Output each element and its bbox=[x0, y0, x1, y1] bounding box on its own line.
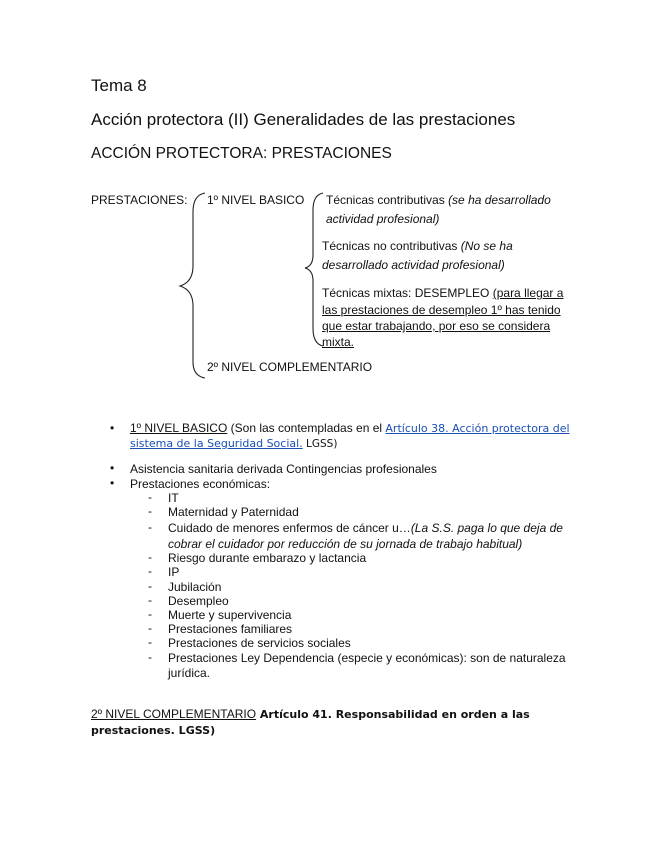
tec-no-contrib-note-1: (No se ha bbox=[460, 239, 513, 253]
cuidado-text: Cuidado de menores enfermos de cáncer u… bbox=[168, 521, 411, 535]
section2-bold-1: Artículo 41. Responsabilidad en orden a las bbox=[256, 708, 530, 721]
dash: - bbox=[148, 607, 152, 621]
item-jubilacion: Jubilación bbox=[168, 580, 222, 594]
tec-no-contrib-line2 bbox=[322, 256, 505, 275]
tec-no-contrib-note-2: desarrollado actividad profesional) bbox=[322, 258, 505, 272]
bullet-dot: • bbox=[110, 476, 115, 490]
section1-after: LGSS) bbox=[302, 438, 338, 450]
item-dependencia-line2: jurídica. bbox=[168, 666, 211, 680]
dash: - bbox=[148, 550, 152, 564]
cuidado-note-2: cobrar el cuidador por reducción de su jornada de trabajo habitual) bbox=[168, 537, 523, 551]
dash: - bbox=[148, 504, 152, 518]
tec-mixtas-note-1: (para llegar a bbox=[492, 286, 564, 300]
item-dependencia: Prestaciones Ley Dependencia (especie y económicas): son de naturaleza bbox=[168, 651, 566, 665]
bullet-dot: • bbox=[110, 461, 115, 475]
tec-mixtas-note-3: que estar trabajando, por eso se considera bbox=[322, 319, 551, 333]
dash: - bbox=[148, 635, 152, 649]
item-riesgo: Riesgo durante embarazo y lactancia bbox=[168, 551, 367, 565]
scheme-level1: 1º NIVEL BASICO bbox=[207, 193, 305, 207]
section2-line2 bbox=[91, 722, 215, 739]
item-it: IT bbox=[168, 491, 179, 505]
dash: - bbox=[148, 593, 152, 607]
article38-link-cont[interactable]: sistema de la Seguridad Social. bbox=[130, 437, 303, 450]
section2-bold-2: prestaciones. LGSS) bbox=[91, 724, 216, 737]
tec-mixtas-note-2: las prestaciones de desempleo 1º has tenido bbox=[322, 303, 561, 317]
dash: - bbox=[148, 520, 152, 534]
tec-mixtas-note-4: mixta. bbox=[322, 335, 355, 349]
section1-heading: 1º NIVEL BASICO bbox=[130, 421, 228, 435]
tec-mixtas-label: Técnicas mixtas: DESEMPLEO bbox=[322, 286, 493, 300]
item-muerte: Muerte y supervivencia bbox=[168, 608, 292, 622]
big-brace bbox=[180, 193, 205, 378]
section1-line2 bbox=[130, 435, 337, 452]
tec-contrib-note-1: (se ha desarrollado bbox=[448, 193, 551, 207]
dash: - bbox=[148, 564, 152, 578]
small-brace bbox=[305, 193, 323, 346]
tec-contributivas bbox=[326, 191, 551, 210]
tec-contrib-note-2: actividad profesional) bbox=[326, 212, 440, 226]
section-subtitle: ACCIÓN PROTECTORA: PRESTACIONES bbox=[91, 145, 392, 162]
tec-contrib-label: Técnicas contributivas bbox=[326, 193, 449, 207]
tec-no-contrib-label: Técnicas no contributivas bbox=[322, 239, 461, 253]
section2-heading: 2º NIVEL COMPLEMENTARIO bbox=[91, 707, 257, 721]
bullet-asistencia: Asistencia sanitaria derivada Contingencias profesionales bbox=[130, 462, 437, 476]
item-servicios: Prestaciones de servicios sociales bbox=[168, 636, 351, 650]
cuidado-note-1: (La S.S. paga lo que deja de bbox=[410, 521, 563, 535]
scheme-root-label: PRESTACIONES: bbox=[91, 193, 188, 207]
dash: - bbox=[148, 579, 152, 593]
section1-text: (Son las contempladas en el bbox=[227, 421, 386, 435]
dash: - bbox=[148, 650, 152, 664]
bullet-dot: • bbox=[110, 421, 115, 435]
dash: - bbox=[148, 621, 152, 635]
item-familiares: Prestaciones familiares bbox=[168, 622, 293, 636]
scheme-level2: 2º NIVEL COMPLEMENTARIO bbox=[207, 360, 373, 374]
section2-line1 bbox=[91, 706, 530, 723]
dash: - bbox=[148, 490, 152, 504]
item-cuidado bbox=[168, 520, 608, 536]
page-title: Acción protectora (II) Generalidades de las prestaciones bbox=[91, 110, 516, 129]
bullet-prestaciones: Prestaciones económicas: bbox=[130, 477, 271, 491]
tec-no-contributivas bbox=[322, 237, 513, 256]
item-maternidad: Maternidad y Paternidad bbox=[168, 505, 299, 519]
item-ip: IP bbox=[168, 565, 180, 579]
tema-heading: Tema 8 bbox=[91, 76, 147, 95]
tec-contrib-line2 bbox=[326, 210, 439, 229]
item-desempleo: Desempleo bbox=[168, 594, 229, 608]
article38-link[interactable]: Artículo 38. Acción protectora del bbox=[385, 422, 570, 435]
